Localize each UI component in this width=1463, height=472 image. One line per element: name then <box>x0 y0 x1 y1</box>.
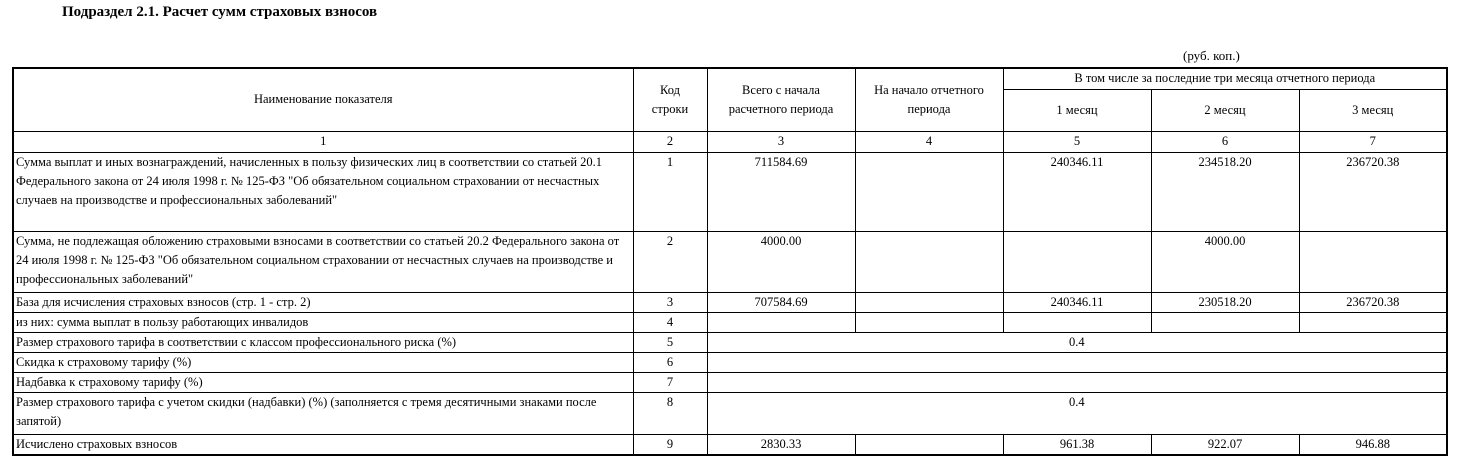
row-code: 6 <box>633 352 707 372</box>
row-name: Сумма, не подлежащая обложению страховыми взносами в соответствии со статьей 20.2 Федерального закона от 24 июля 1998 г. № 125-ФЗ "Об обязательном социальном страховании от несчастных случаев на производстве и профессиональных заболеваний" <box>13 231 633 292</box>
cell-start <box>855 434 1003 455</box>
colnum: 2 <box>633 131 707 152</box>
colnum: 4 <box>855 131 1003 152</box>
cell-m2: 4000.00 <box>1151 231 1299 292</box>
row-code: 3 <box>633 292 707 312</box>
row-name: Сумма выплат и иных вознаграждений, начисленных в пользу физических лиц в соответствии со статьей 20.1 Федерального закона от 24 июля 1998 г. № 125-ФЗ "Об обязательном социальном страховании от несчастных случаев на производстве и профессиональных заболеваний" <box>13 152 633 231</box>
cell-m3 <box>1299 231 1447 292</box>
cell-total <box>707 312 855 332</box>
colnum: 1 <box>13 131 633 152</box>
units-label: (руб. коп.) <box>1183 48 1240 63</box>
insurance-table <box>12 67 1448 456</box>
table-row <box>13 312 1447 332</box>
table-row <box>13 372 1447 392</box>
header-m3: 3 месяц <box>1299 89 1447 131</box>
cell-merged <box>707 372 1447 392</box>
table-row <box>13 434 1447 455</box>
row-name: Исчислено страховых взносов <box>13 434 633 455</box>
cell-m1: 240346.11 <box>1003 292 1151 312</box>
table-row <box>13 231 1447 292</box>
header-m2: 2 месяц <box>1151 89 1299 131</box>
row-code: 2 <box>633 231 707 292</box>
table-row <box>13 292 1447 312</box>
colnum: 7 <box>1299 131 1447 152</box>
cell-m2: 234518.20 <box>1151 152 1299 231</box>
cell-total: 4000.00 <box>707 231 855 292</box>
cell-merged: 0.4 <box>707 392 1447 434</box>
cell-m1: 961.38 <box>1003 434 1151 455</box>
cell-m1 <box>1003 231 1151 292</box>
cell-start <box>855 231 1003 292</box>
row-code: 5 <box>633 332 707 352</box>
row-name: Надбавка к страховому тарифу (%) <box>13 372 633 392</box>
colnum: 6 <box>1151 131 1299 152</box>
row-name: База для исчисления страховых взносов (стр. 1 - стр. 2) <box>13 292 633 312</box>
colnum: 3 <box>707 131 855 152</box>
cell-m2: 230518.20 <box>1151 292 1299 312</box>
cell-merged: 0.4 <box>707 332 1447 352</box>
cell-total: 711584.69 <box>707 152 855 231</box>
row-name: из них: сумма выплат в пользу работающих инвалидов <box>13 312 633 332</box>
table-row <box>13 392 1447 434</box>
cell-m1: 240346.11 <box>1003 152 1151 231</box>
row-code: 1 <box>633 152 707 231</box>
row-code: 9 <box>633 434 707 455</box>
header-name: Наименование показателя <box>13 68 633 131</box>
cell-m3: 236720.38 <box>1299 292 1447 312</box>
cell-total: 2830.33 <box>707 434 855 455</box>
header-start: На начало отчетного периода <box>855 68 1003 131</box>
row-code: 7 <box>633 372 707 392</box>
table-row <box>13 152 1447 231</box>
table-row <box>13 332 1447 352</box>
cell-merged <box>707 352 1447 372</box>
section-title: Подраздел 2.1. Расчет сумм страховых взносов <box>62 4 378 20</box>
header-code: Код строки <box>633 68 707 131</box>
header-total: Всего с начала расчетного периода <box>707 68 855 131</box>
cell-m2 <box>1151 312 1299 332</box>
row-code: 8 <box>633 392 707 434</box>
row-name: Размер страхового тарифа с учетом скидки (надбавки) (%) (заполняется с тремя десятичными знаками после запятой) <box>13 392 633 434</box>
header-last3: В том числе за последние три месяца отчетного периода <box>1003 68 1447 89</box>
colnum: 5 <box>1003 131 1151 152</box>
row-name: Скидка к страховому тарифу (%) <box>13 352 633 372</box>
header-m1: 1 месяц <box>1003 89 1151 131</box>
row-code: 4 <box>633 312 707 332</box>
cell-total: 707584.69 <box>707 292 855 312</box>
cell-m2: 922.07 <box>1151 434 1299 455</box>
cell-start <box>855 292 1003 312</box>
cell-start <box>855 152 1003 231</box>
cell-start <box>855 312 1003 332</box>
cell-m3: 946.88 <box>1299 434 1447 455</box>
table-row <box>13 352 1447 372</box>
row-name: Размер страхового тарифа в соответствии с классом профессионального риска (%) <box>13 332 633 352</box>
cell-m3 <box>1299 312 1447 332</box>
cell-m1 <box>1003 312 1151 332</box>
cell-m3: 236720.38 <box>1299 152 1447 231</box>
